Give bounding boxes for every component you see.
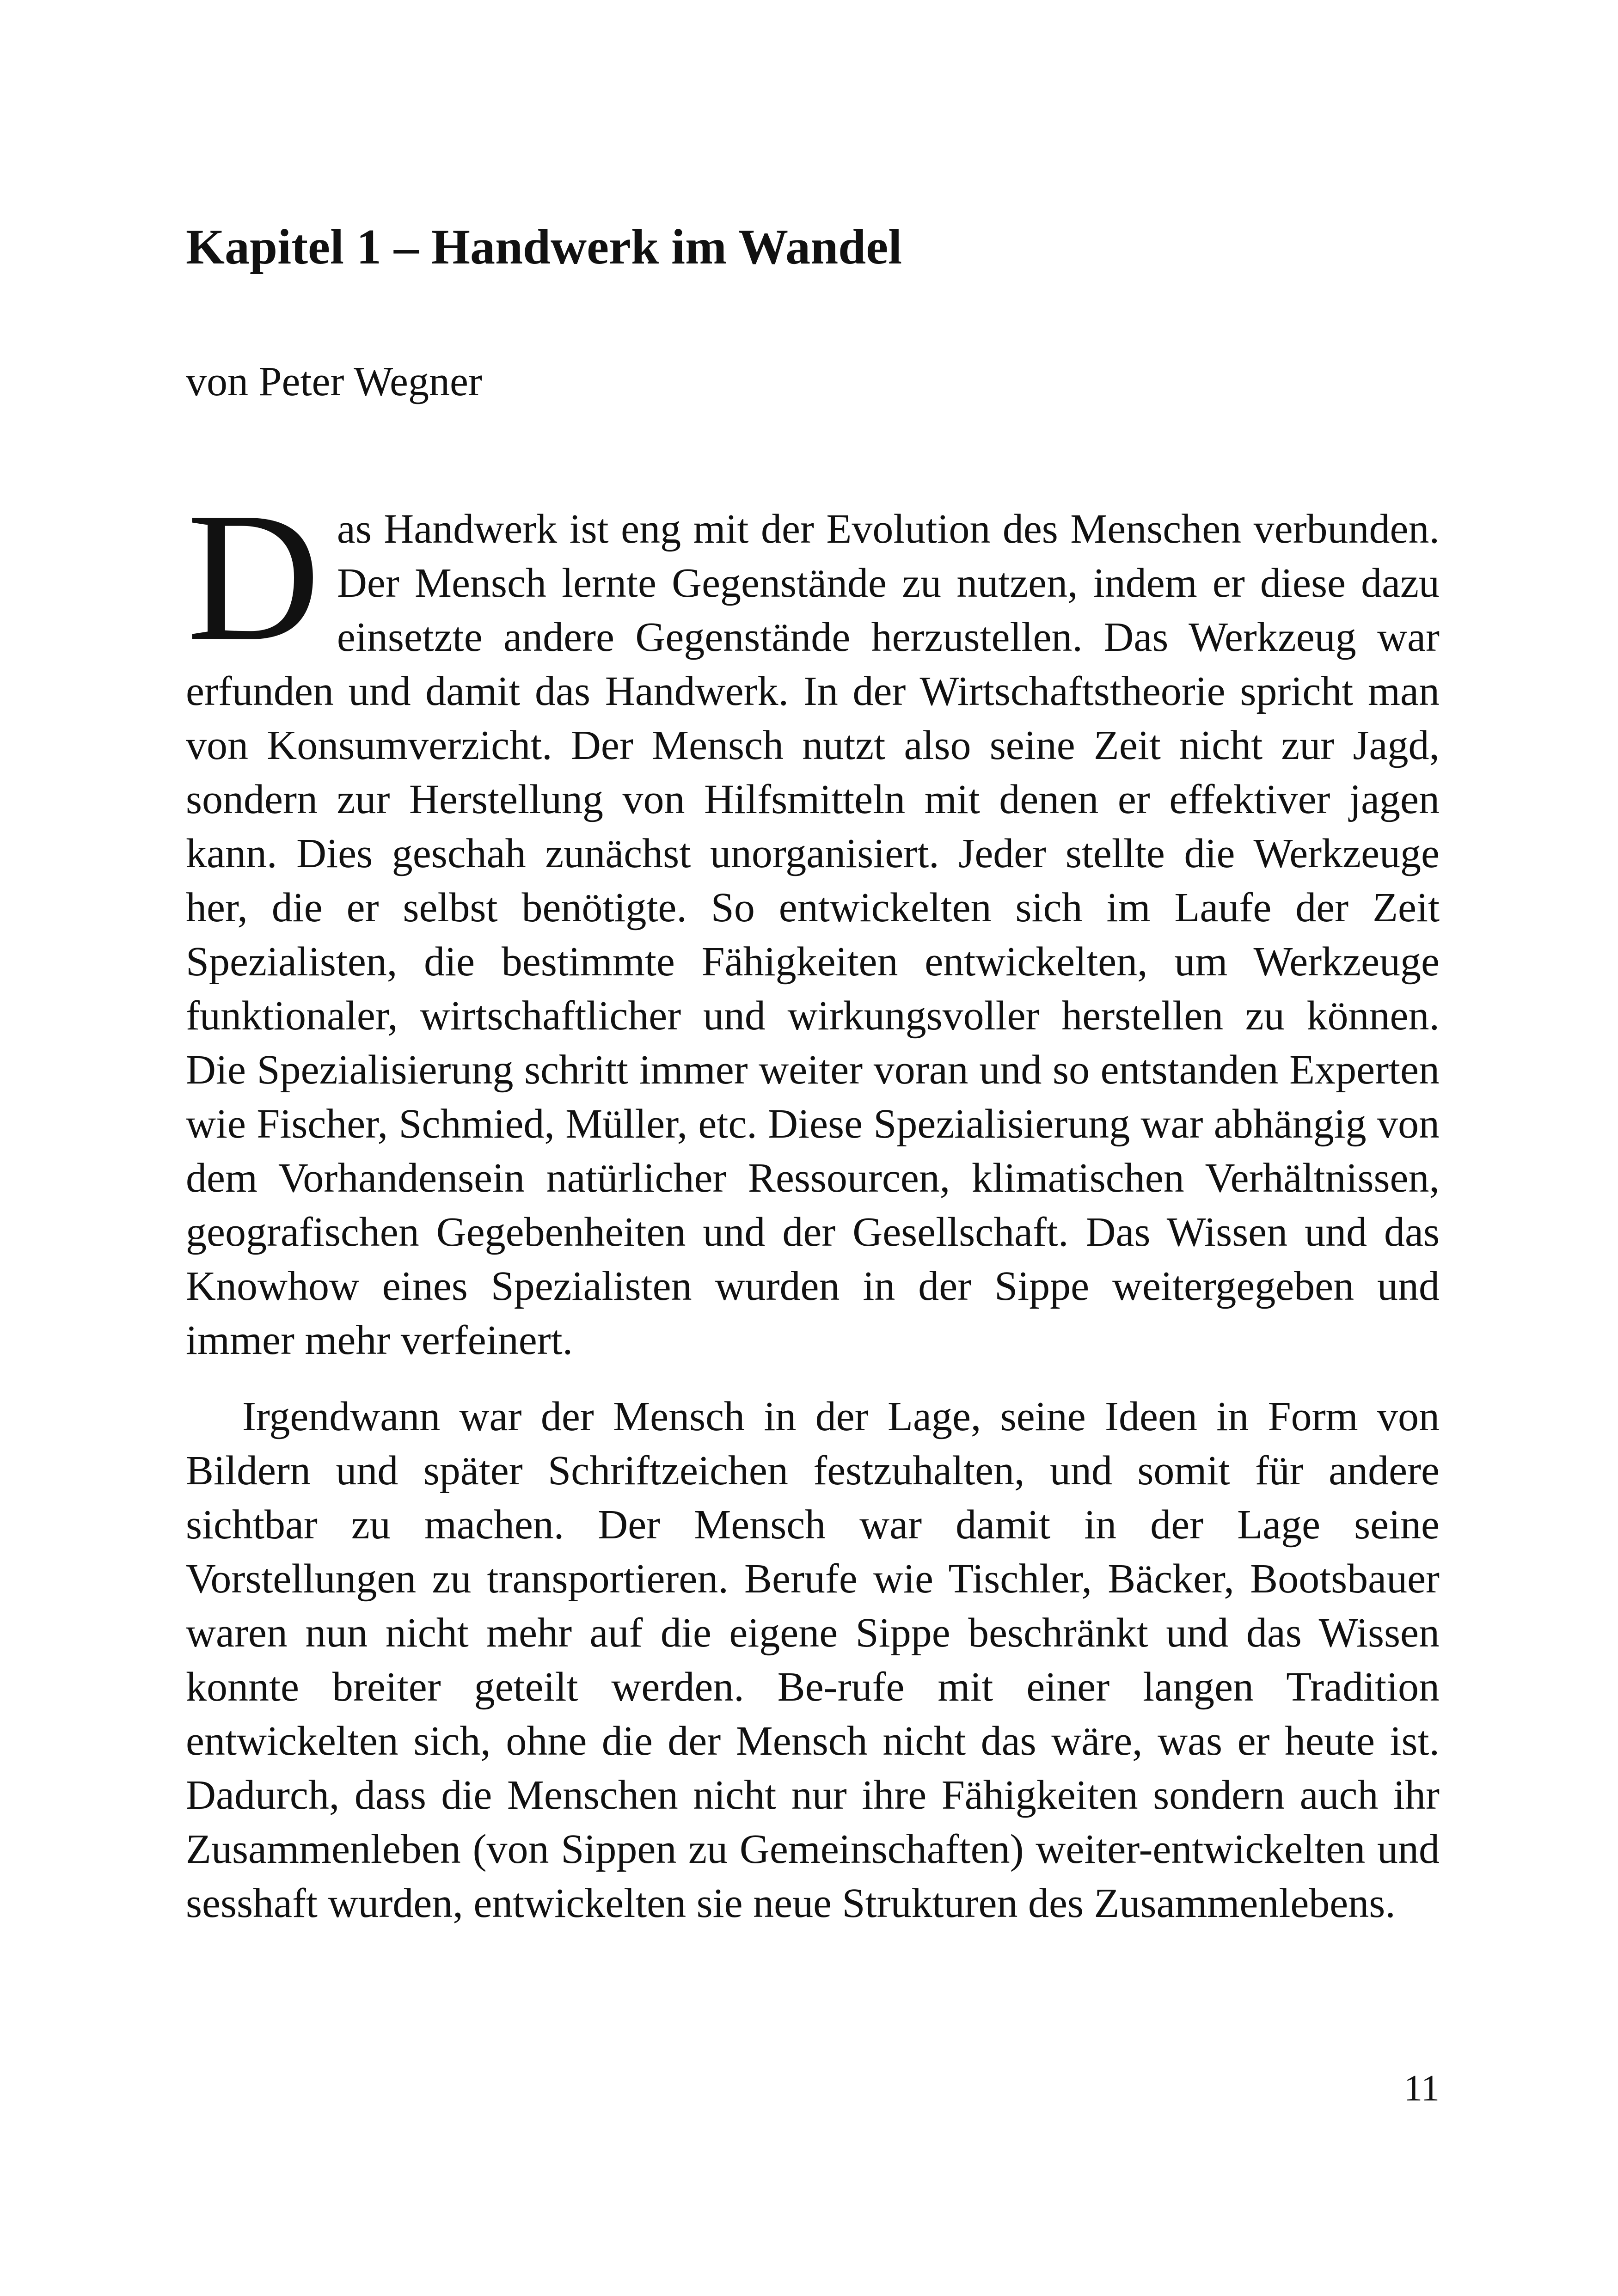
paragraph-2: Irgendwann war der Mensch in der Lage, seine Ideen in Form von Bildern und später Schriftzeichen festzuhalten, und somit für andere sichtbar zu machen. Der Mensch war damit in der Lage seine Vorstellungen zu transportieren. Berufe wie Tischler, Bäcker, Bootsbauer waren nun nicht mehr auf die eigene Sippe beschränkt und das Wissen konnte breiter geteilt werden. Be-rufe mit einer langen Tradition entwickelten sich, ohne die der Mensch nicht das wäre, was er heute ist. Dadurch, dass die Menschen nicht nur ihre Fähigkeiten sondern auch ihr Zusammenleben (von Sippen zu Gemeinschaften) weiter-entwickelten und sesshaft wurden, entwickelten sie neue Strukturen des Zusammenlebens. [186,1394,1440,1926]
paragraph-1-text: as Handwerk ist eng mit der Evolution des Menschen verbunden. Der Mensch lernte Gegenstände zu nutzen, indem er diese dazu einsetzte andere Gegenstände herzustellen. Das Werkzeug war erfunden und damit das Handwerk. In der Wirtschaftstheorie spricht man von Konsumverzicht. Der Mensch nutzt also seine Zeit nicht zur Jagd, sondern zur Herstellung von Hilfsmitteln mit denen er effektiver jagen kann. Dies geschah zunächst unorganisiert. Jeder stellte die Werkzeuge her, die er selbst benötigte. So entwickelten sich im Laufe der Zeit Spezialisten, die bestimmte Fähigkeiten entwickelten, um Werkzeuge funktionaler, wirtschaftlicher und wirkungsvoller herstellen zu können. Die Spezialisierung schritt immer weiter voran und so entstanden Experten wie Fischer, Schmied, Müller, etc. Diese Spezialisierung war abhängig von dem Vorhandensein natürlicher Ressourcen, klimatischen Verhältnissen, geografischen Gegebenheiten und der Gesellschaft. Das Wissen und das Knowhow eines Spezialisten wurden in der Sippe weitergegeben und immer mehr verfeinert. [186,506,1440,1363]
paragraph-1 [186,474,1440,1367]
chapter-author: von Peter Wegner [186,359,482,404]
chapter-body [186,474,1440,1930]
drop-cap-initial: D [187,474,320,679]
chapter-title: Kapitel 1 – Handwerk im Wandel [186,220,902,275]
page-number: 11 [1403,2068,1440,2109]
